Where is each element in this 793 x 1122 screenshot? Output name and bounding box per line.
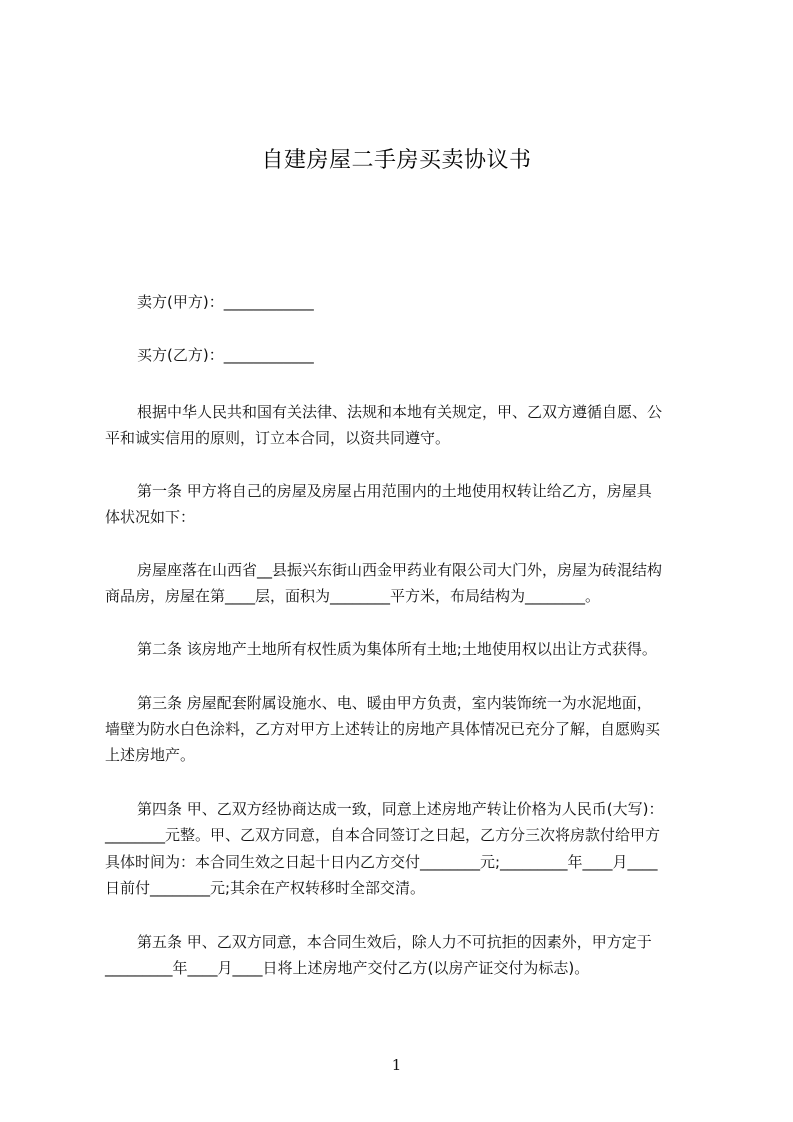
article1-line-2: 体状况如下：: [105, 508, 196, 526]
property-line-1: 房屋座落在山西省__县振兴东街山西金甲药业有限公司大门外，房屋为砖混结构: [137, 561, 663, 579]
article3-line-2: 墙壁为防水白色涂料，乙方对甲方上述转让的房地产具体情况已充分了解，自愿购买: [105, 720, 661, 738]
page-number: 1: [391, 1056, 402, 1074]
article4-line-4: 日前付________元;其余在产权转移时全部交清。: [105, 879, 426, 897]
article5-line-1: 第五条 甲、乙双方同意，本合同生效后，除人力不可抗拒的因素外，甲方定于: [137, 933, 652, 951]
article3-line-3: 上述房地产。: [105, 746, 196, 764]
document-title: 自建房屋二手房买卖协议书: [261, 148, 532, 173]
article4-line-1: 第四条 甲、乙双方经协商达成一致，同意上述房地产转让价格为人民币(大写)：: [137, 800, 664, 818]
article2-line: 第二条 该房地产土地所有权性质为集体所有土地;土地使用权以出让方式获得。: [137, 640, 657, 658]
article1-line-1: 第一条 甲方将自己的房屋及房屋占用范围内的土地使用权转让给乙方，房屋具: [137, 482, 652, 500]
article3-line-1: 第三条 房屋配套附属设施水、电、暖由甲方负责，室内装饰统一为水泥地面，: [137, 694, 652, 712]
article5-line-2: _________年____月____日将上述房地产交付乙方(以房产证交付为标志)。: [105, 959, 590, 977]
preamble-line-1: 根据中华人民共和国有关法律、法规和本地有关规定，甲、乙双方遵循自愿、公: [137, 403, 663, 421]
seller-line: 卖方(甲方)：____________: [137, 293, 314, 311]
buyer-line: 买方(乙方)：____________: [137, 346, 314, 364]
preamble-line-2: 平和诚实信用的原则，订立本合同，以资共同遵守。: [105, 429, 451, 447]
article4-line-2: ________元整。甲、乙双方同意，自本合同签订之日起，乙方分三次将房款付给甲方: [105, 826, 661, 844]
article4-line-3: 具体时间为：本合同生效之日起十日内乙方交付________元;_________年____月____: [105, 853, 658, 871]
property-line-2: 商品房，房屋在第____层，面积为________平方米，布局结构为________。: [105, 587, 601, 605]
